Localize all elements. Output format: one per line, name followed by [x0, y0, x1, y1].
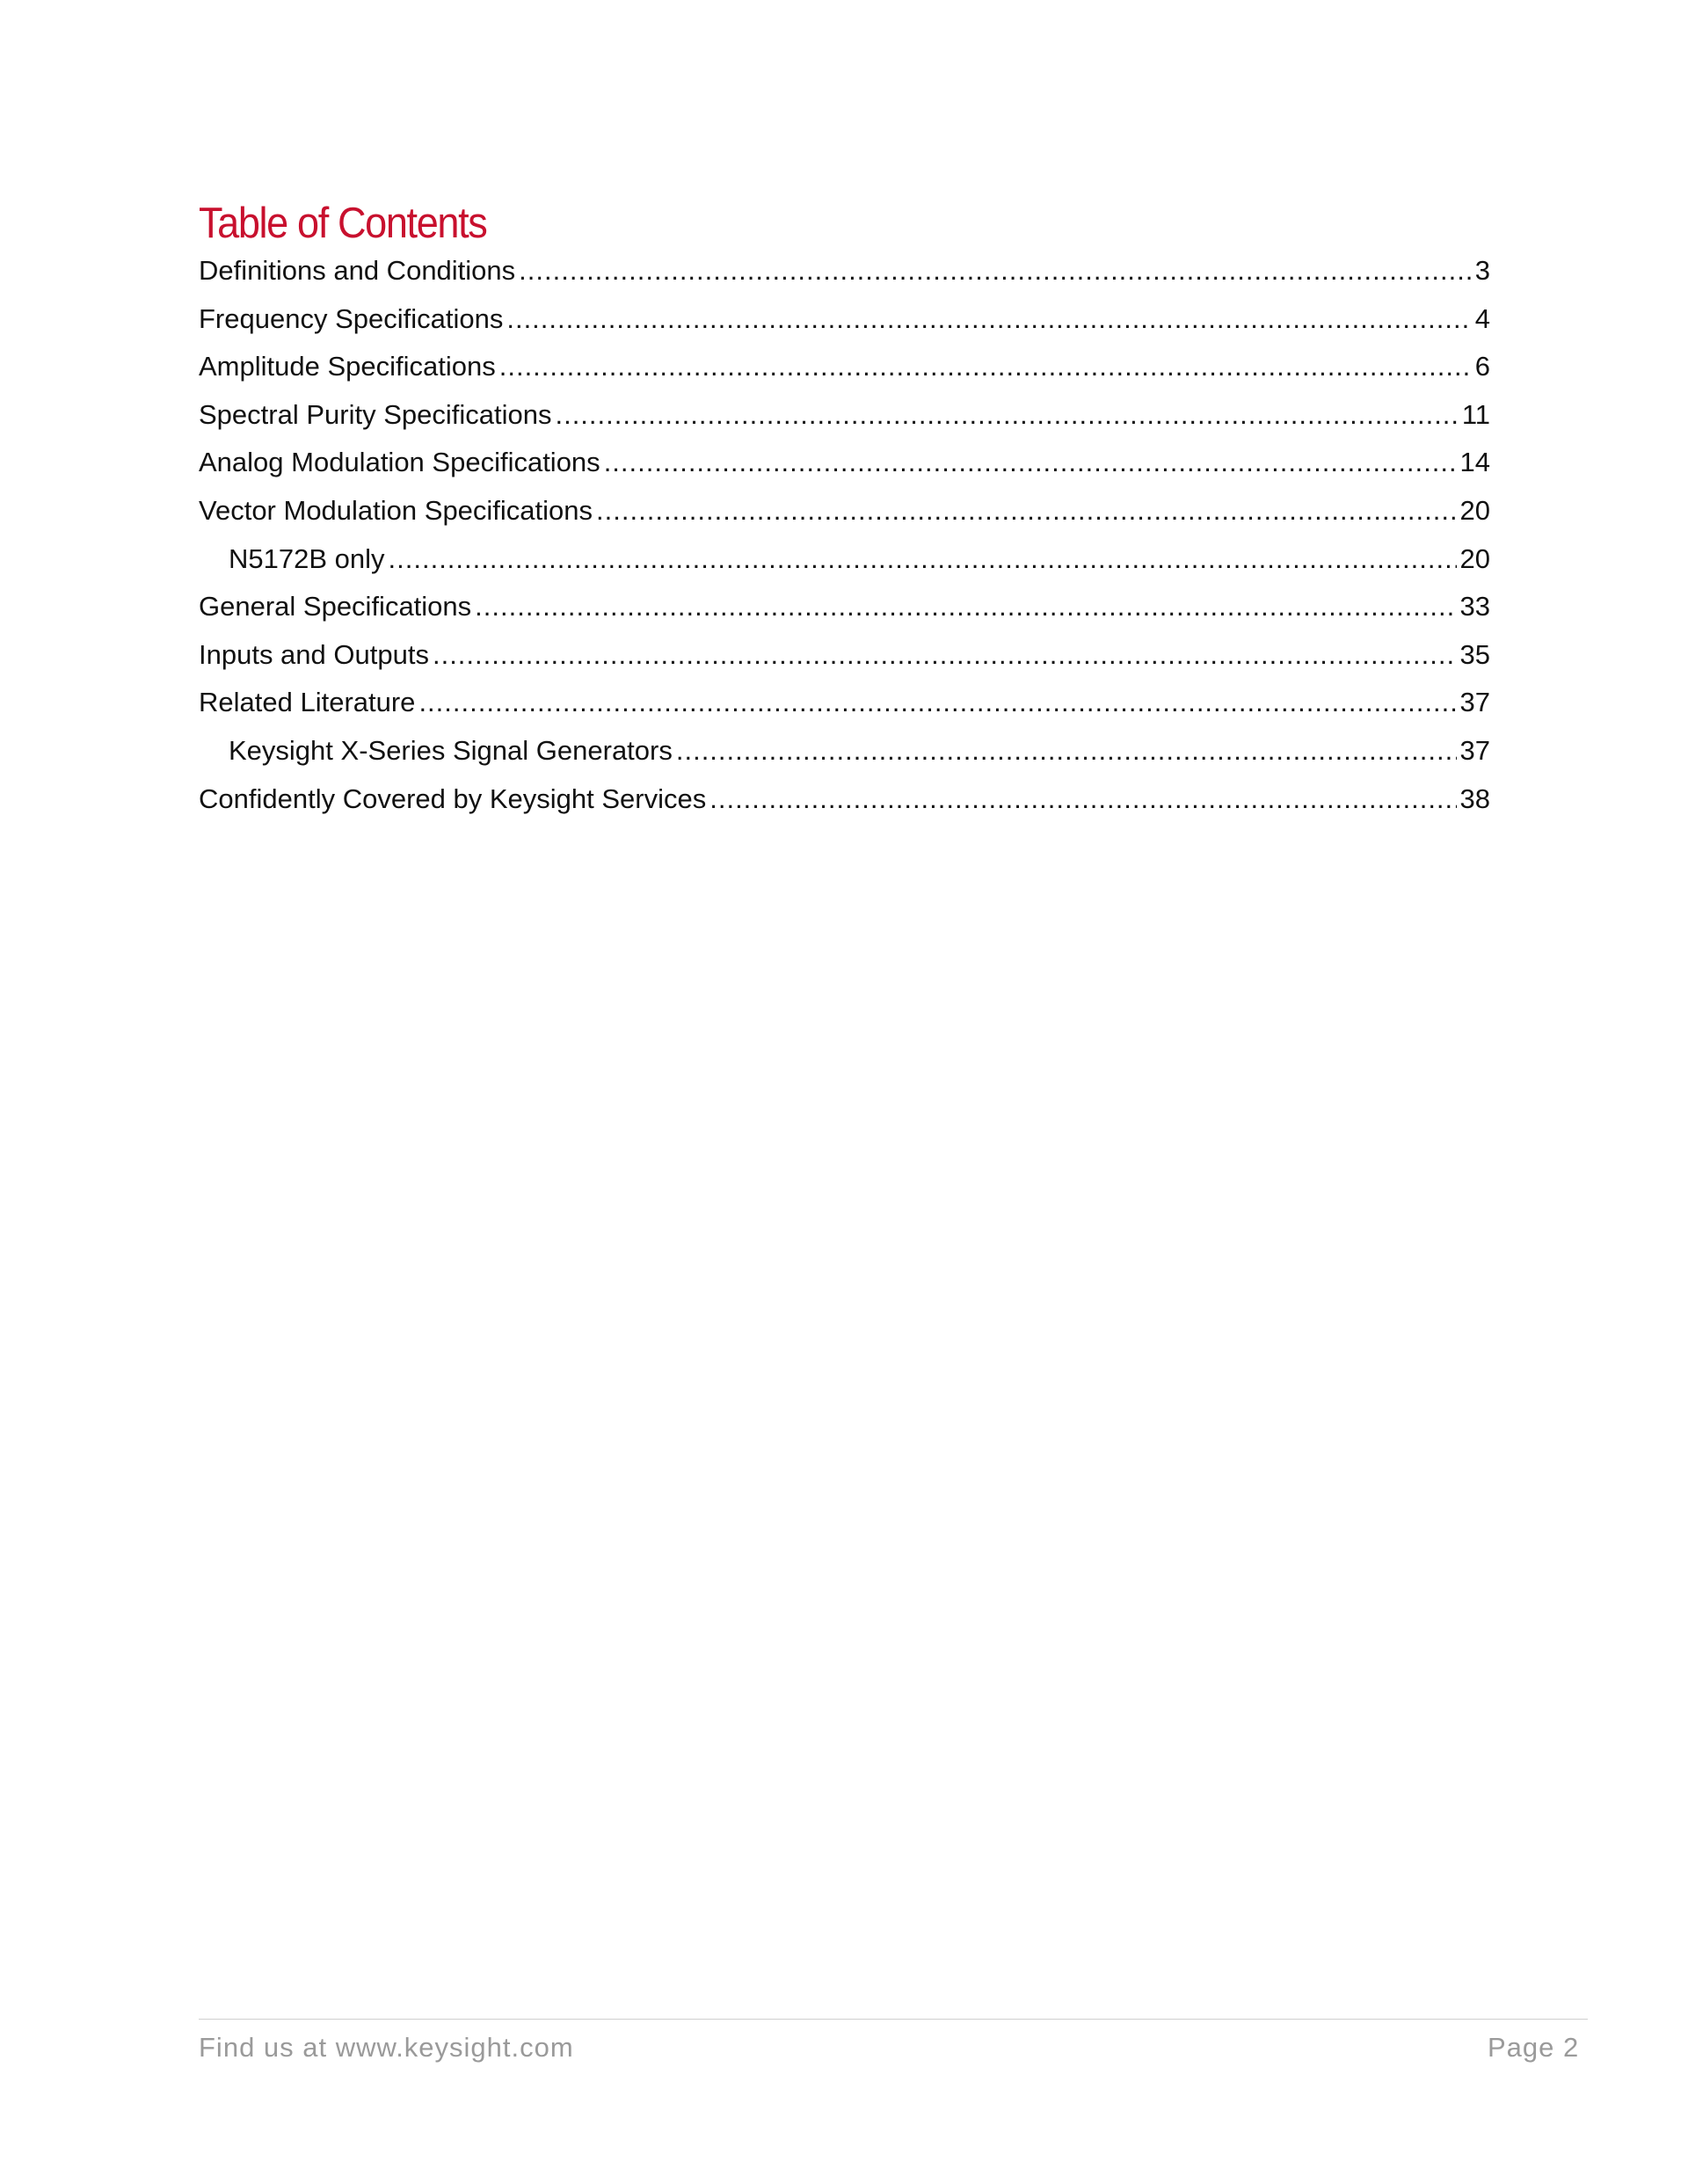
dot-leader	[676, 727, 1457, 775]
dot-leader	[433, 631, 1457, 680]
toc-entry-label: Inputs and Outputs	[199, 638, 429, 670]
dot-leader	[499, 343, 1472, 391]
footer-divider	[199, 2019, 1588, 2020]
toc-entry-analog-modulation[interactable]	[199, 439, 1490, 487]
toc-entry-label: Frequency Specifications	[199, 302, 504, 334]
dot-leader	[519, 247, 1472, 295]
toc-entry-amplitude[interactable]	[199, 343, 1490, 391]
toc-entry-label: Related Literature	[199, 687, 416, 718]
toc-entry-label: Keysight X-Series Signal Generators	[229, 734, 673, 766]
toc-entry-page: 14	[1459, 447, 1490, 478]
dot-leader	[389, 535, 1457, 584]
toc-entry-label: Confidently Covered by Keysight Services	[199, 783, 707, 814]
toc-entry-page: 4	[1474, 302, 1490, 334]
toc-entry-page: 35	[1459, 638, 1490, 670]
footer-page-number: Page 2	[1488, 2032, 1580, 2063]
toc-entry-vector-modulation[interactable]	[199, 487, 1490, 535]
toc-entry-page: 3	[1474, 255, 1490, 286]
toc-entry-page: 11	[1461, 398, 1490, 430]
toc-entry-n5172b-only[interactable]	[199, 535, 1490, 584]
footer-website-text: Find us at www.keysight.com	[199, 2032, 574, 2063]
toc-title: Table of Contents	[199, 200, 487, 247]
toc-entry-page: 33	[1459, 591, 1490, 622]
toc-entry-page: 38	[1459, 783, 1490, 814]
toc-entry-frequency[interactable]	[199, 295, 1490, 344]
dot-leader	[555, 391, 1458, 440]
toc-entry-keysight-services[interactable]	[199, 775, 1490, 824]
toc-entry-x-series-generators[interactable]	[199, 727, 1490, 775]
toc-entry-label: Analog Modulation Specifications	[199, 447, 600, 478]
toc-entry-page: 37	[1459, 687, 1490, 718]
dot-leader	[506, 295, 1471, 344]
toc-entry-related-literature[interactable]	[199, 679, 1490, 727]
toc-entry-label: Vector Modulation Specifications	[199, 494, 593, 526]
dot-leader	[709, 775, 1456, 824]
toc-entry-inputs-outputs[interactable]	[199, 631, 1490, 680]
dot-leader	[604, 439, 1457, 487]
toc-entry-label: Spectral Purity Specifications	[199, 398, 552, 430]
toc-entry-label: N5172B only	[229, 542, 385, 574]
toc-entry-general[interactable]	[199, 583, 1490, 631]
dot-leader	[596, 487, 1456, 535]
toc-entry-page: 20	[1459, 542, 1490, 574]
toc-list	[199, 247, 1490, 823]
toc-entry-definitions[interactable]	[199, 247, 1490, 295]
toc-entry-label: Definitions and Conditions	[199, 255, 516, 286]
toc-entry-label: General Specifications	[199, 591, 472, 622]
toc-entry-label: Amplitude Specifications	[199, 351, 496, 382]
toc-entry-page: 20	[1459, 494, 1490, 526]
toc-entry-page: 37	[1459, 734, 1490, 766]
dot-leader	[475, 583, 1456, 631]
dot-leader	[418, 679, 1456, 727]
toc-entry-spectral-purity[interactable]	[199, 391, 1490, 440]
toc-entry-page: 6	[1474, 351, 1490, 382]
